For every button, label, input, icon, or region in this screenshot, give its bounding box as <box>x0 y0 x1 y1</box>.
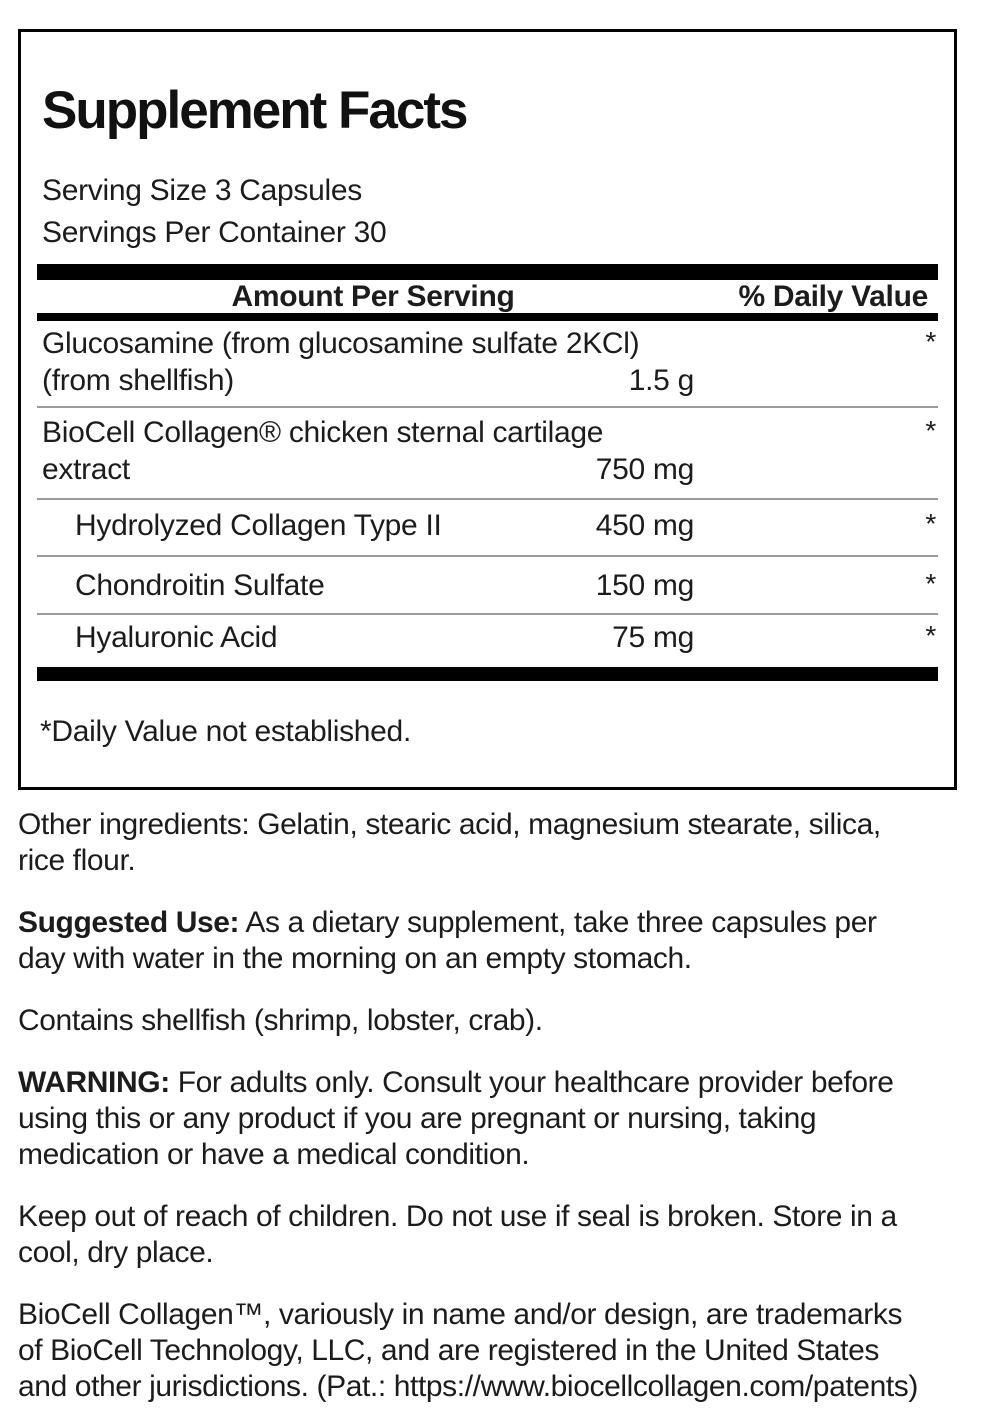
table-header-row <box>21 280 954 313</box>
paragraph-line: of BioCell Technology, LLC, and are registered in the United States <box>18 1334 879 1367</box>
amount-per-serving-header: Amount Per Serving <box>231 280 515 313</box>
paragraph-text: For adults only. Consult your healthcare provider before <box>169 1066 894 1099</box>
ingredient-line <box>21 325 954 362</box>
serving-size-line: Serving Size 3 Capsules <box>42 174 362 207</box>
paragraph-line <box>18 905 976 941</box>
ingredient-line <box>21 362 954 399</box>
paragraph-line <box>18 807 976 843</box>
table-row-biocell-collagen <box>21 408 954 498</box>
daily-value-header: % Daily Value <box>738 280 928 313</box>
amount-cell: 1.5 g <box>628 364 694 397</box>
ingredient-name: Glucosamine (from glucosamine sulfate 2KCl) <box>42 327 640 360</box>
ingredient-name-continued: extract <box>42 453 130 486</box>
rule-below-header <box>37 313 938 321</box>
paragraph-suggested-use <box>18 905 976 977</box>
ingredient-name: Hyaluronic Acid <box>75 621 278 654</box>
label-body-copy <box>18 807 976 1428</box>
paragraph-trademark-notice <box>18 1297 976 1405</box>
paragraph-line <box>18 1065 976 1101</box>
ingredient-line <box>21 619 954 656</box>
paragraph-keep-out-of-reach <box>18 1199 976 1271</box>
ingredient-name: Hydrolyzed Collagen Type II <box>75 509 442 542</box>
paragraph-line: medication or have a medical condition. <box>18 1138 530 1171</box>
daily-value-footnote: *Daily Value not established. <box>40 715 411 748</box>
amount-cell: 75 mg <box>612 621 694 654</box>
ingredient-name: Chondroitin Sulfate <box>75 569 325 602</box>
paragraph-line: BioCell Collagen™, variously in name and/or design, are trademarks <box>18 1298 903 1331</box>
paragraph-line: cool, dry place. <box>18 1236 214 1269</box>
daily-value-cell: * <box>925 415 936 446</box>
amount-cell: 150 mg <box>595 569 694 602</box>
thick-rule-bottom <box>37 667 938 681</box>
ingredient-line <box>21 414 954 451</box>
paragraph-line: day with water in the morning on an empty stomach. <box>18 942 692 975</box>
daily-value-cell: * <box>925 508 936 539</box>
ingredient-line <box>21 507 954 544</box>
paragraph-line: rice flour. <box>18 844 136 877</box>
panel-title: Supplement Facts <box>42 81 467 140</box>
table-row-hyaluronic-acid <box>21 615 954 667</box>
paragraph-other-ingredients <box>18 807 976 879</box>
paragraph-line: and other jurisdictions. (Pat.: https://www.biocellcollagen.com/patents) <box>18 1370 918 1403</box>
paragraph-lead: Suggested Use: <box>18 906 240 939</box>
table-row-chondroitin-sulfate <box>21 557 954 613</box>
ingredient-line <box>21 567 954 604</box>
paragraph-line: Keep out of reach of children. Do not use if seal is broken. Store in a <box>18 1200 897 1233</box>
table-row-hydrolyzed-collagen <box>21 500 954 555</box>
amount-cell: 750 mg <box>595 453 694 486</box>
paragraph-text: Other ingredients: Gelatin, stearic acid, magnesium stearate, silica, <box>18 808 881 841</box>
paragraph-lead: WARNING: <box>18 1066 170 1099</box>
ingredient-name: BioCell Collagen® chicken sternal cartilage <box>42 416 604 449</box>
daily-value-cell: * <box>925 568 936 599</box>
paragraph-line: Contains shellfish (shrimp, lobster, crab). <box>18 1004 543 1037</box>
supplement-facts-panel <box>18 29 957 790</box>
daily-value-cell: * <box>925 326 936 357</box>
ingredient-name-continued: (from shellfish) <box>42 364 234 397</box>
paragraph-text: As a dietary supplement, take three capsules per <box>239 906 877 939</box>
ingredient-line <box>21 451 954 488</box>
servings-per-container-line: Servings Per Container 30 <box>42 216 387 249</box>
amount-cell: 450 mg <box>595 509 694 542</box>
daily-value-cell: * <box>925 620 936 651</box>
paragraph-warning <box>18 1065 976 1173</box>
thick-rule-top <box>37 264 938 280</box>
paragraph-contains-shellfish <box>18 1003 976 1039</box>
paragraph-line: using this or any product if you are pregnant or nursing, taking <box>18 1102 817 1135</box>
table-row-glucosamine <box>21 321 954 406</box>
